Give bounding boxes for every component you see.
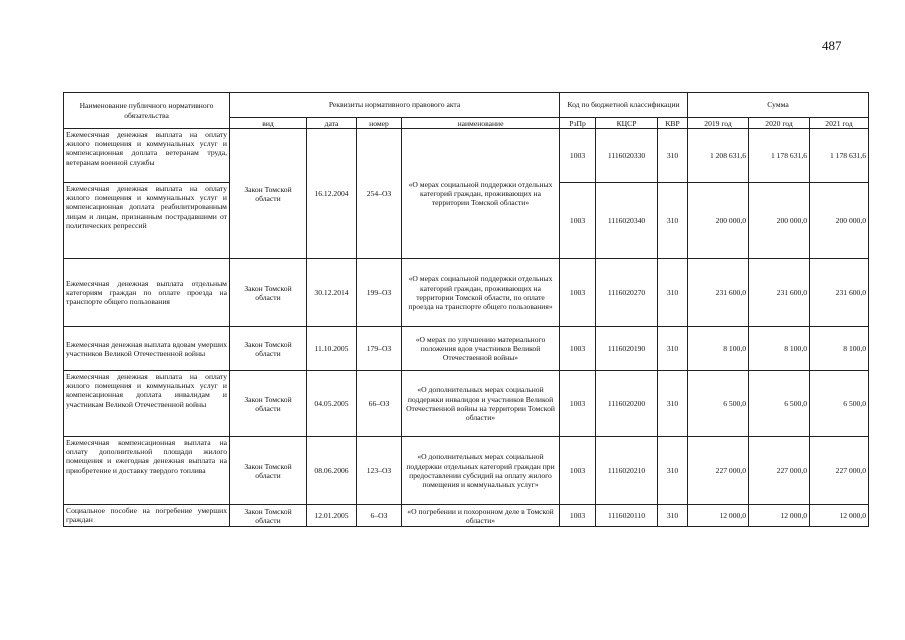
kvr-code: 310 [658,327,688,371]
obligation-name: Ежемесячная денежная выплата отдельным категориям граждан по оплате проезда на транспорте общего пользования [64,259,230,327]
act-type: Закон Томской области [230,505,307,527]
kvr-code: 310 [658,129,688,183]
act-date: 16.12.2004 [307,129,357,259]
rzpr-code: 1003 [560,129,596,183]
table-row [64,505,869,527]
kvr-code: 310 [658,371,688,437]
kcsr-code: 1116020330 [596,129,658,183]
rzpr-code: 1003 [560,437,596,505]
obligation-name: Ежемесячная компенсационная выплата на оплату дополнительной площади жилого помещения и ежегодная денежная выплата на приобретение и доставку твердого топлива [64,437,230,505]
act-name: «О мерах социальной поддержки отдельных категорий граждан, проживающих на территории Томской области, по оплате проезда на транспорте общего пользования» [402,259,560,327]
act-type: Закон Томской области [230,129,307,259]
obligation-name: Ежемесячная денежная выплата на оплату жилого помещения и коммунальных услуг и компенсационная доплата инвалидам и участникам Великой Отечественной войны [64,371,230,437]
table-row [64,371,869,437]
kcsr-code: 1116020210 [596,437,658,505]
sum-2021: 6 500,0 [810,371,869,437]
kcsr-code: 1116020340 [596,183,658,259]
sum-2019: 8 100,0 [688,327,749,371]
sum-2019: 200 000,0 [688,183,749,259]
sum-2021: 8 100,0 [810,327,869,371]
table-row [64,327,869,371]
kvr-code: 310 [658,437,688,505]
act-name: «О погребении и похоронном деле в Томской области» [402,505,560,527]
kcsr-code: 1116020270 [596,259,658,327]
budget-table [63,92,869,527]
header-2019: 2019 год [688,118,749,129]
sum-2019: 12 000,0 [688,505,749,527]
page-number: 487 [822,38,842,53]
sum-2020: 8 100,0 [749,327,810,371]
rzpr-code: 1003 [560,505,596,527]
sum-2019: 1 208 631,6 [688,129,749,183]
header-sum: Сумма [688,93,869,118]
act-date: 04.05.2005 [307,371,357,437]
rzpr-code: 1003 [560,371,596,437]
table-row [64,259,869,327]
act-name: «О дополнительных мерах социальной поддержки инвалидов и участников Великой Отечественной войны на территории Томской области» [402,371,560,437]
rzpr-code: 1003 [560,183,596,259]
sum-2021: 231 600,0 [810,259,869,327]
act-type: Закон Томской области [230,327,307,371]
header-2020: 2020 год [749,118,810,129]
kcsr-code: 1116020200 [596,371,658,437]
sum-2021: 1 178 631,6 [810,129,869,183]
act-number: 199–ОЗ [357,259,402,327]
obligation-name: Ежемесячная денежная выплата на оплату жилого помещения и коммунальных услуг и компенсационная доплата ветеранам труда, ветеранам военной службы [64,129,230,183]
act-number: 123–ОЗ [357,437,402,505]
header-number: номер [357,118,402,129]
sum-2019: 227 000,0 [688,437,749,505]
sum-2020: 1 178 631,6 [749,129,810,183]
act-name: «О мерах по улучшению материального положения вдов участников Великой Отечественной войны» [402,327,560,371]
act-type: Закон Томской области [230,259,307,327]
header-type: вид [230,118,307,129]
act-name: «О мерах социальной поддержки отдельных категорий граждан, проживающих на территории Томской области» [402,129,560,259]
header-rzpr: РзПр [560,118,596,129]
table-row [64,129,869,183]
header-kcsr: КЦСР [596,118,658,129]
sum-2020: 231 600,0 [749,259,810,327]
rzpr-code: 1003 [560,259,596,327]
sum-2020: 227 000,0 [749,437,810,505]
act-number: 66–ОЗ [357,371,402,437]
kvr-code: 310 [658,505,688,527]
header-2021: 2021 год [810,118,869,129]
sum-2021: 200 000,0 [810,183,869,259]
obligation-name: Ежемесячная денежная выплата вдовам умерших участников Великой Отечественной войны [64,327,230,371]
act-date: 08.06.2006 [307,437,357,505]
header-budget-code: Код по бюджетной классификации [560,93,688,118]
header-date: дата [307,118,357,129]
act-date: 30.12.2014 [307,259,357,327]
header-name: наименование [402,118,560,129]
act-name: «О дополнительных мерах социальной поддержки отдельных категорий граждан при предоставлении субсидий на оплату жилого помещения и коммунальных услуг» [402,437,560,505]
kvr-code: 310 [658,259,688,327]
act-number: 6–ОЗ [357,505,402,527]
sum-2019: 6 500,0 [688,371,749,437]
kvr-code: 310 [658,183,688,259]
kcsr-code: 1116020110 [596,505,658,527]
rzpr-code: 1003 [560,327,596,371]
sum-2020: 200 000,0 [749,183,810,259]
act-type: Закон Томской области [230,371,307,437]
obligation-name: Ежемесячная денежная выплата на оплату жилого помещения и коммунальных услуг и компенсационная доплата реабилитированным лицам и лицам, признанным пострадавшими от политических репрессий [64,183,230,259]
header-act-details: Реквизиты нормативного правового акта [230,93,560,118]
obligation-name: Социальное пособие на погребение умерших граждан [64,505,230,527]
header-obligation-name: Наименование публичного нормативного обязательства [64,93,230,129]
sum-2021: 12 000,0 [810,505,869,527]
sum-2019: 231 600,0 [688,259,749,327]
act-date: 12.01.2005 [307,505,357,527]
sum-2021: 227 000,0 [810,437,869,505]
sum-2020: 6 500,0 [749,371,810,437]
act-date: 11.10.2005 [307,327,357,371]
act-number: 179–ОЗ [357,327,402,371]
kcsr-code: 1116020190 [596,327,658,371]
sum-2020: 12 000,0 [749,505,810,527]
table-row [64,437,869,505]
act-type: Закон Томской области [230,437,307,505]
header-kvr: КВР [658,118,688,129]
act-number: 254–ОЗ [357,129,402,259]
